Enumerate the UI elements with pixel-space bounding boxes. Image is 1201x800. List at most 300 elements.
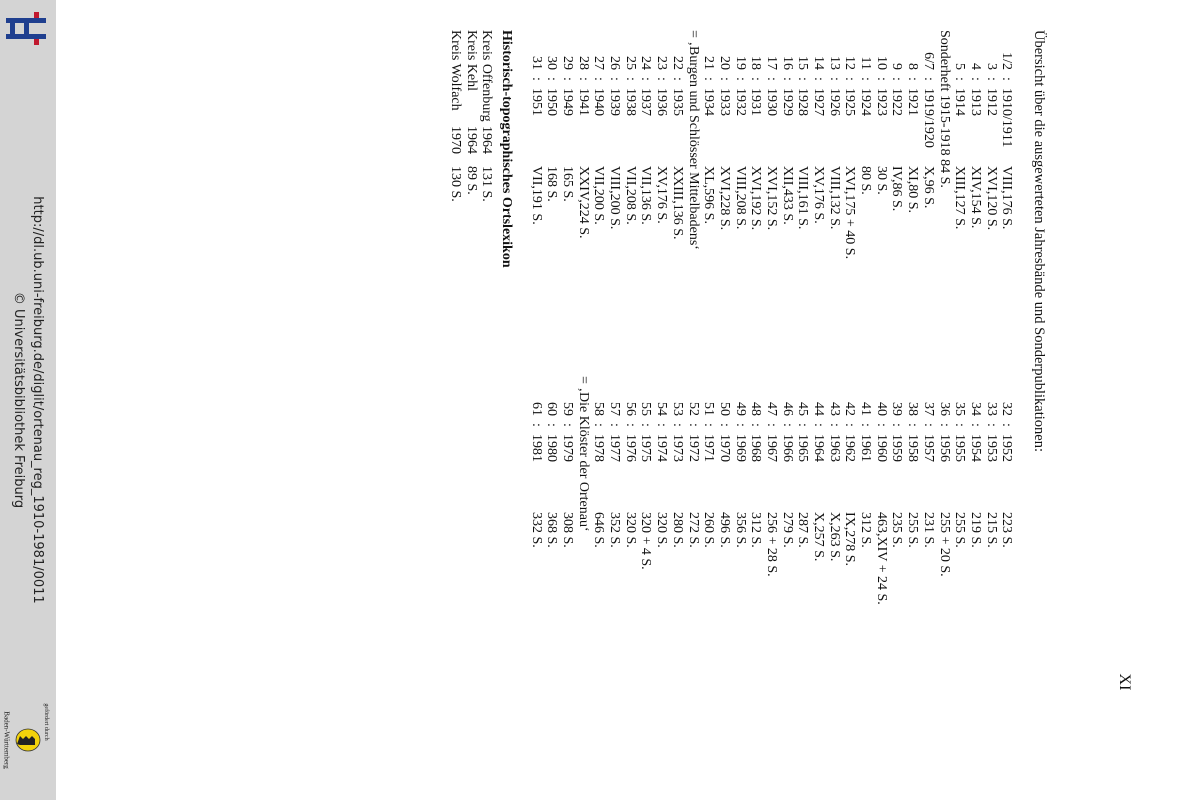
volume-number: 21 bbox=[701, 56, 717, 70]
volume-number: 49 bbox=[732, 402, 748, 416]
separator: : bbox=[701, 423, 717, 427]
volume-number: 18 bbox=[748, 56, 764, 70]
volume-year: 1964 bbox=[811, 434, 827, 462]
table-row bbox=[653, 30, 669, 690]
volume-number: 19 bbox=[732, 56, 748, 70]
separator: : bbox=[685, 423, 701, 427]
kreis-name: Kreis Wolfach bbox=[447, 30, 463, 111]
separator: : bbox=[983, 423, 999, 427]
volume-pages: XVI,228 S. bbox=[716, 166, 732, 231]
left-column-entry bbox=[606, 30, 622, 316]
volume-pages: XI,80 S. bbox=[905, 166, 921, 214]
volume-pages: XL,596 S. bbox=[701, 166, 717, 224]
left-column-entry bbox=[826, 30, 842, 316]
kreis-name: Kreis Offenburg bbox=[479, 30, 495, 122]
volume-year: 1974 bbox=[654, 434, 670, 462]
volume-year: 1973 bbox=[669, 434, 685, 462]
separator: : bbox=[669, 77, 685, 81]
volume-pages: 231 S. bbox=[920, 512, 936, 548]
volume-year: 1921 bbox=[905, 88, 921, 116]
kreis-name: Kreis Kehl bbox=[463, 30, 479, 92]
table-row bbox=[638, 30, 654, 690]
volume-pages: 219 S. bbox=[967, 512, 983, 548]
volume-year: 1957 bbox=[920, 434, 936, 462]
left-column-entry bbox=[544, 30, 560, 316]
volume-number: 24 bbox=[638, 56, 654, 70]
volume-pages: IV,86 S. bbox=[889, 166, 905, 212]
volume-number: 36 bbox=[936, 402, 952, 416]
right-column-entry bbox=[653, 376, 669, 662]
volume-number: 58 bbox=[591, 402, 607, 416]
right-column-entry bbox=[559, 376, 575, 662]
volume-pages: 215 S. bbox=[983, 512, 999, 548]
volume-pages: 496 S. bbox=[716, 512, 732, 548]
separator: : bbox=[811, 77, 827, 81]
volume-number: 5 bbox=[952, 63, 968, 70]
kreis-row bbox=[463, 30, 479, 690]
left-column-entry bbox=[842, 30, 858, 316]
right-column-entry bbox=[857, 376, 873, 662]
volume-year: 1975 bbox=[638, 434, 654, 462]
volume-number: 6/7 bbox=[920, 52, 936, 70]
volume-pages: 255 S. bbox=[905, 512, 921, 548]
right-column-entry bbox=[622, 376, 638, 662]
volume-pages: 368 S. bbox=[544, 512, 560, 548]
volume-number: 22 bbox=[669, 56, 685, 70]
table-row bbox=[936, 30, 952, 690]
volume-number: 9 bbox=[889, 63, 905, 70]
left-column-entry bbox=[669, 30, 685, 316]
left-column-entry bbox=[559, 30, 575, 316]
separator: : bbox=[622, 423, 638, 427]
volume-pages: 255 + 20 S. bbox=[936, 512, 952, 577]
right-column-entry bbox=[575, 376, 591, 662]
volume-year: 1954 bbox=[967, 434, 983, 462]
left-column-entry bbox=[701, 30, 717, 316]
left-column-entry bbox=[779, 30, 795, 316]
volume-year: 1936 bbox=[654, 88, 670, 116]
volume-pages: 356 S. bbox=[732, 512, 748, 548]
right-column-entry bbox=[936, 376, 952, 662]
volume-number: 8 bbox=[905, 63, 921, 70]
left-column-entry bbox=[685, 30, 701, 316]
viewer-sidebar bbox=[0, 0, 56, 800]
right-column-entry bbox=[779, 376, 795, 662]
volume-pages: 235 S. bbox=[889, 512, 905, 548]
volume-pages: VII,136 S. bbox=[638, 166, 654, 225]
left-column-entry bbox=[920, 30, 936, 316]
volume-year: 1927 bbox=[811, 88, 827, 116]
volume-year: 1955 bbox=[952, 434, 968, 462]
volume-year: 1933 bbox=[716, 88, 732, 116]
right-column-entry bbox=[528, 376, 544, 662]
volume-number: 57 bbox=[607, 402, 623, 416]
volume-year: 1968 bbox=[748, 434, 764, 462]
volume-number: 55 bbox=[638, 402, 654, 416]
right-column-entry bbox=[983, 376, 999, 662]
table-row bbox=[559, 30, 575, 690]
table-row bbox=[748, 30, 764, 690]
volume-number: 33 bbox=[983, 402, 999, 416]
volume-year: 1919/1920 bbox=[920, 88, 936, 148]
volume-pages: 352 S. bbox=[607, 512, 623, 548]
volume-pages: XV,176 S. bbox=[654, 166, 670, 224]
separator: : bbox=[905, 77, 921, 81]
left-column-entry bbox=[732, 30, 748, 316]
volume-number: 10 bbox=[873, 56, 889, 70]
volume-number: 61 bbox=[528, 402, 544, 416]
separator: : bbox=[811, 423, 827, 427]
volume-number: 17 bbox=[763, 56, 779, 70]
volume-number: 30 bbox=[544, 56, 560, 70]
left-column-entry bbox=[716, 30, 732, 316]
volume-pages: X,96 S. bbox=[920, 166, 936, 209]
volume-year: 1963 bbox=[826, 434, 842, 462]
volume-pages: 320 S. bbox=[622, 512, 638, 548]
volume-number: 38 bbox=[905, 402, 921, 416]
volume-pages: XVI,152 S. bbox=[763, 166, 779, 231]
volume-year: 1950 bbox=[544, 88, 560, 116]
separator: : bbox=[763, 77, 779, 81]
separator: : bbox=[716, 423, 732, 427]
separator: : bbox=[528, 423, 544, 427]
volume-year: 1949 bbox=[560, 88, 576, 116]
volume-number: 15 bbox=[795, 56, 811, 70]
table-row bbox=[983, 30, 999, 690]
volume-pages: XXIV,224 S. bbox=[575, 166, 591, 239]
volume-year: 1970 bbox=[716, 434, 732, 462]
right-column-entry bbox=[591, 376, 607, 662]
separator: : bbox=[779, 77, 795, 81]
volume-pages: 332 S. bbox=[528, 512, 544, 548]
right-column-entry bbox=[732, 376, 748, 662]
volume-year: 1925 bbox=[842, 88, 858, 116]
right-column-entry bbox=[873, 376, 889, 662]
volume-pages: 260 S. bbox=[701, 512, 717, 548]
volume-year: 1979 bbox=[560, 434, 576, 462]
page-number: XI bbox=[1116, 673, 1133, 691]
left-column-entry bbox=[575, 30, 591, 316]
separator: : bbox=[842, 423, 858, 427]
left-column-entry bbox=[889, 30, 905, 316]
separator: : bbox=[716, 77, 732, 81]
volume-pages: VIII,132 S. bbox=[826, 166, 842, 230]
right-column-entry bbox=[999, 376, 1015, 662]
separator: : bbox=[669, 423, 685, 427]
volume-pages: 255 S. bbox=[952, 512, 968, 548]
volume-year: 1938 bbox=[622, 88, 638, 116]
kreis-year: 1970 bbox=[447, 126, 463, 154]
separator: : bbox=[607, 77, 623, 81]
volume-pages: VIII,200 S. bbox=[607, 166, 623, 230]
volume-year: 1977 bbox=[607, 434, 623, 462]
separator: : bbox=[528, 77, 544, 81]
separator: : bbox=[920, 423, 936, 427]
table-row bbox=[685, 30, 701, 690]
separator: : bbox=[952, 423, 968, 427]
volume-number: 45 bbox=[795, 402, 811, 416]
volume-number: 50 bbox=[716, 402, 732, 416]
volume-number: 26 bbox=[607, 56, 623, 70]
copyright-text: © Universitätsbibliothek Freiburg bbox=[11, 291, 26, 509]
separator: : bbox=[967, 77, 983, 81]
separator: : bbox=[638, 77, 654, 81]
table-row bbox=[967, 30, 983, 690]
volume-pages: 280 S. bbox=[669, 512, 685, 548]
volume-number: 4 bbox=[967, 63, 983, 70]
kreis-year: 1964 bbox=[479, 126, 495, 154]
page-heading: Übersicht über die ausgewerteten Jahresbände und Sonderpublikationen: bbox=[1031, 30, 1047, 452]
volume-number: 1/2 bbox=[999, 52, 1015, 70]
volume-number: 14 bbox=[811, 56, 827, 70]
separator: : bbox=[732, 77, 748, 81]
separator: : bbox=[826, 423, 842, 427]
volume-number: 46 bbox=[779, 402, 795, 416]
table-row bbox=[779, 30, 795, 690]
volumes-table bbox=[528, 30, 1014, 690]
volume-pages: XVI,175 + 40 S. bbox=[842, 166, 858, 260]
volume-year: 1926 bbox=[826, 88, 842, 116]
volume-number: 32 bbox=[999, 402, 1015, 416]
right-column-entry bbox=[795, 376, 811, 662]
right-column-entry bbox=[701, 376, 717, 662]
separator: : bbox=[795, 423, 811, 427]
volume-pages: 463,XIV + 24 S. bbox=[873, 512, 889, 605]
entry-note: Sonderheft 1915-1918 84 S. bbox=[936, 30, 952, 188]
volume-number: 35 bbox=[952, 402, 968, 416]
volume-year: 1956 bbox=[936, 434, 952, 462]
volume-pages: VIII,176 S. bbox=[999, 166, 1015, 230]
volume-number: 53 bbox=[669, 402, 685, 416]
table-row bbox=[575, 30, 591, 690]
volume-number: 31 bbox=[528, 56, 544, 70]
volume-pages: XVI,120 S. bbox=[983, 166, 999, 231]
table-row bbox=[920, 30, 936, 690]
volume-pages: VII,191 S. bbox=[528, 166, 544, 225]
volume-year: 1937 bbox=[638, 88, 654, 116]
volume-number: 12 bbox=[842, 56, 858, 70]
volume-year: 1924 bbox=[858, 88, 874, 116]
volume-year: 1960 bbox=[873, 434, 889, 462]
table-row bbox=[622, 30, 638, 690]
separator: : bbox=[826, 77, 842, 81]
entry-note: = ‚Burgen und Schlösser Mittelbadens‘ bbox=[685, 30, 701, 250]
volume-year: 1959 bbox=[889, 434, 905, 462]
volume-year: 1961 bbox=[858, 434, 874, 462]
separator: : bbox=[905, 423, 921, 427]
volume-year: 1923 bbox=[873, 88, 889, 116]
volume-pages: X,257 S. bbox=[811, 512, 827, 562]
volume-pages: XIII,127 S. bbox=[952, 166, 968, 230]
kreis-pages: 131 S. bbox=[479, 166, 495, 202]
volume-number: 29 bbox=[560, 56, 576, 70]
table-row bbox=[606, 30, 622, 690]
volume-year: 1930 bbox=[763, 88, 779, 116]
volume-pages: XVI,192 S. bbox=[748, 166, 764, 231]
right-column-entry bbox=[716, 376, 732, 662]
separator: : bbox=[936, 423, 952, 427]
volume-pages: XIV,154 S. bbox=[967, 166, 983, 229]
separator: : bbox=[920, 77, 936, 81]
kreis-row bbox=[447, 30, 463, 690]
volume-pages: X,263 S. bbox=[826, 512, 842, 562]
volume-number: 37 bbox=[920, 402, 936, 416]
left-column-entry bbox=[873, 30, 889, 316]
volume-year: 1922 bbox=[889, 88, 905, 116]
left-column-entry bbox=[904, 30, 920, 316]
table-row bbox=[763, 30, 779, 690]
separator: : bbox=[967, 423, 983, 427]
volume-year: 1934 bbox=[701, 88, 717, 116]
separator: : bbox=[560, 77, 576, 81]
volume-pages: 320 S. bbox=[654, 512, 670, 548]
volume-number: 42 bbox=[842, 402, 858, 416]
volume-year: 1935 bbox=[669, 88, 685, 116]
left-column-entry bbox=[967, 30, 983, 316]
volume-year: 1952 bbox=[999, 434, 1015, 462]
volume-year: 1962 bbox=[842, 434, 858, 462]
volume-pages: 308 S. bbox=[560, 512, 576, 548]
volume-pages: XII,433 S. bbox=[779, 166, 795, 225]
separator: : bbox=[544, 77, 560, 81]
volume-number: 13 bbox=[826, 56, 842, 70]
left-column-entry bbox=[622, 30, 638, 316]
document-page bbox=[56, 0, 1201, 800]
separator: : bbox=[842, 77, 858, 81]
entry-note: = ‚Die Klöster der Ortenau‘ bbox=[575, 376, 591, 532]
table-row bbox=[716, 30, 732, 690]
volume-year: 1928 bbox=[795, 88, 811, 116]
left-column-entry bbox=[952, 30, 968, 316]
volume-pages: VIII,161 S. bbox=[795, 166, 811, 230]
right-column-entry bbox=[810, 376, 826, 662]
separator: : bbox=[591, 77, 607, 81]
table-row bbox=[795, 30, 811, 690]
table-row bbox=[810, 30, 826, 690]
volume-number: 54 bbox=[654, 402, 670, 416]
volume-number: 23 bbox=[654, 56, 670, 70]
funding-label: gefördert durch bbox=[43, 703, 49, 741]
left-column-entry bbox=[638, 30, 654, 316]
right-column-entry bbox=[952, 376, 968, 662]
funding-badge bbox=[0, 700, 56, 800]
volume-year: 1914 bbox=[952, 88, 968, 116]
separator: : bbox=[654, 77, 670, 81]
left-column-entry bbox=[748, 30, 764, 316]
volume-pages: VIII,208 S. bbox=[732, 166, 748, 230]
volume-number: 59 bbox=[560, 402, 576, 416]
volume-pages: 165 S. bbox=[560, 166, 576, 202]
volume-year: 1910/1911 bbox=[999, 88, 1015, 148]
volume-pages: 272 S. bbox=[685, 512, 701, 548]
separator: : bbox=[858, 77, 874, 81]
volume-year: 1931 bbox=[748, 88, 764, 116]
table-row bbox=[544, 30, 560, 690]
volume-year: 1981 bbox=[528, 434, 544, 462]
volume-number: 44 bbox=[811, 402, 827, 416]
right-column-entry bbox=[669, 376, 685, 662]
left-column-entry bbox=[936, 30, 952, 316]
separator: : bbox=[622, 77, 638, 81]
table-row bbox=[701, 30, 717, 690]
volume-number: 52 bbox=[685, 402, 701, 416]
volume-number: 3 bbox=[983, 63, 999, 70]
table-row bbox=[999, 30, 1015, 690]
table-row bbox=[669, 30, 685, 690]
table-row bbox=[889, 30, 905, 690]
separator: : bbox=[999, 423, 1015, 427]
volume-number: 48 bbox=[748, 402, 764, 416]
library-logo-icon bbox=[4, 10, 48, 50]
right-column-entry bbox=[967, 376, 983, 662]
right-column-entry bbox=[638, 376, 654, 662]
right-column-entry bbox=[748, 376, 764, 662]
volume-pages: 287 S. bbox=[795, 512, 811, 548]
volume-number: 28 bbox=[575, 56, 591, 70]
section-title: Historisch-topographisches Ortslexikon bbox=[498, 30, 514, 268]
volume-number: 43 bbox=[826, 402, 842, 416]
right-column-entry bbox=[606, 376, 622, 662]
left-column-entry bbox=[763, 30, 779, 316]
volume-year: 1967 bbox=[763, 434, 779, 462]
volume-pages: 256 + 28 S. bbox=[763, 512, 779, 577]
volume-number: 27 bbox=[591, 56, 607, 70]
volume-year: 1939 bbox=[607, 88, 623, 116]
right-column-entry bbox=[763, 376, 779, 662]
separator: : bbox=[560, 423, 576, 427]
table-row bbox=[826, 30, 842, 690]
rotated-page-content bbox=[447, 30, 1047, 690]
volume-number: 39 bbox=[889, 402, 905, 416]
funding-state: Baden-Württemberg bbox=[2, 711, 11, 769]
volume-number: 20 bbox=[716, 56, 732, 70]
volume-year: 1953 bbox=[983, 434, 999, 462]
left-column-entry bbox=[857, 30, 873, 316]
volume-year: 1951 bbox=[528, 88, 544, 116]
left-column-entry bbox=[983, 30, 999, 316]
right-column-entry bbox=[685, 376, 701, 662]
volume-year: 1971 bbox=[701, 434, 717, 462]
separator: : bbox=[763, 423, 779, 427]
right-column-entry bbox=[920, 376, 936, 662]
volume-number: 11 bbox=[858, 56, 874, 70]
volume-year: 1912 bbox=[983, 88, 999, 116]
separator: : bbox=[575, 77, 591, 81]
volume-year: 1932 bbox=[732, 88, 748, 116]
source-url-and-copyright bbox=[9, 196, 47, 603]
volume-pages: 223 S. bbox=[999, 512, 1015, 548]
volume-pages: 279 S. bbox=[779, 512, 795, 548]
volume-year: 1941 bbox=[575, 88, 591, 116]
volume-pages: 80 S. bbox=[858, 166, 874, 195]
separator: : bbox=[889, 77, 905, 81]
table-row bbox=[528, 30, 544, 690]
table-row bbox=[904, 30, 920, 690]
separator: : bbox=[748, 423, 764, 427]
volume-number: 60 bbox=[544, 402, 560, 416]
volume-pages: 168 S. bbox=[544, 166, 560, 202]
separator: : bbox=[858, 423, 874, 427]
volume-pages: 312 S. bbox=[858, 512, 874, 548]
left-column-entry bbox=[795, 30, 811, 316]
volume-pages: 30 S. bbox=[873, 166, 889, 195]
volume-year: 1966 bbox=[779, 434, 795, 462]
separator: : bbox=[873, 77, 889, 81]
kreis-pages: 130 S. bbox=[447, 166, 463, 202]
source-url[interactable]: http://dl.ub.uni-freiburg.de/diglit/ortenau_reg_1910-1981/0011 bbox=[30, 196, 45, 604]
volume-pages: 320 + 4 S. bbox=[638, 512, 654, 570]
volume-year: 1969 bbox=[732, 434, 748, 462]
